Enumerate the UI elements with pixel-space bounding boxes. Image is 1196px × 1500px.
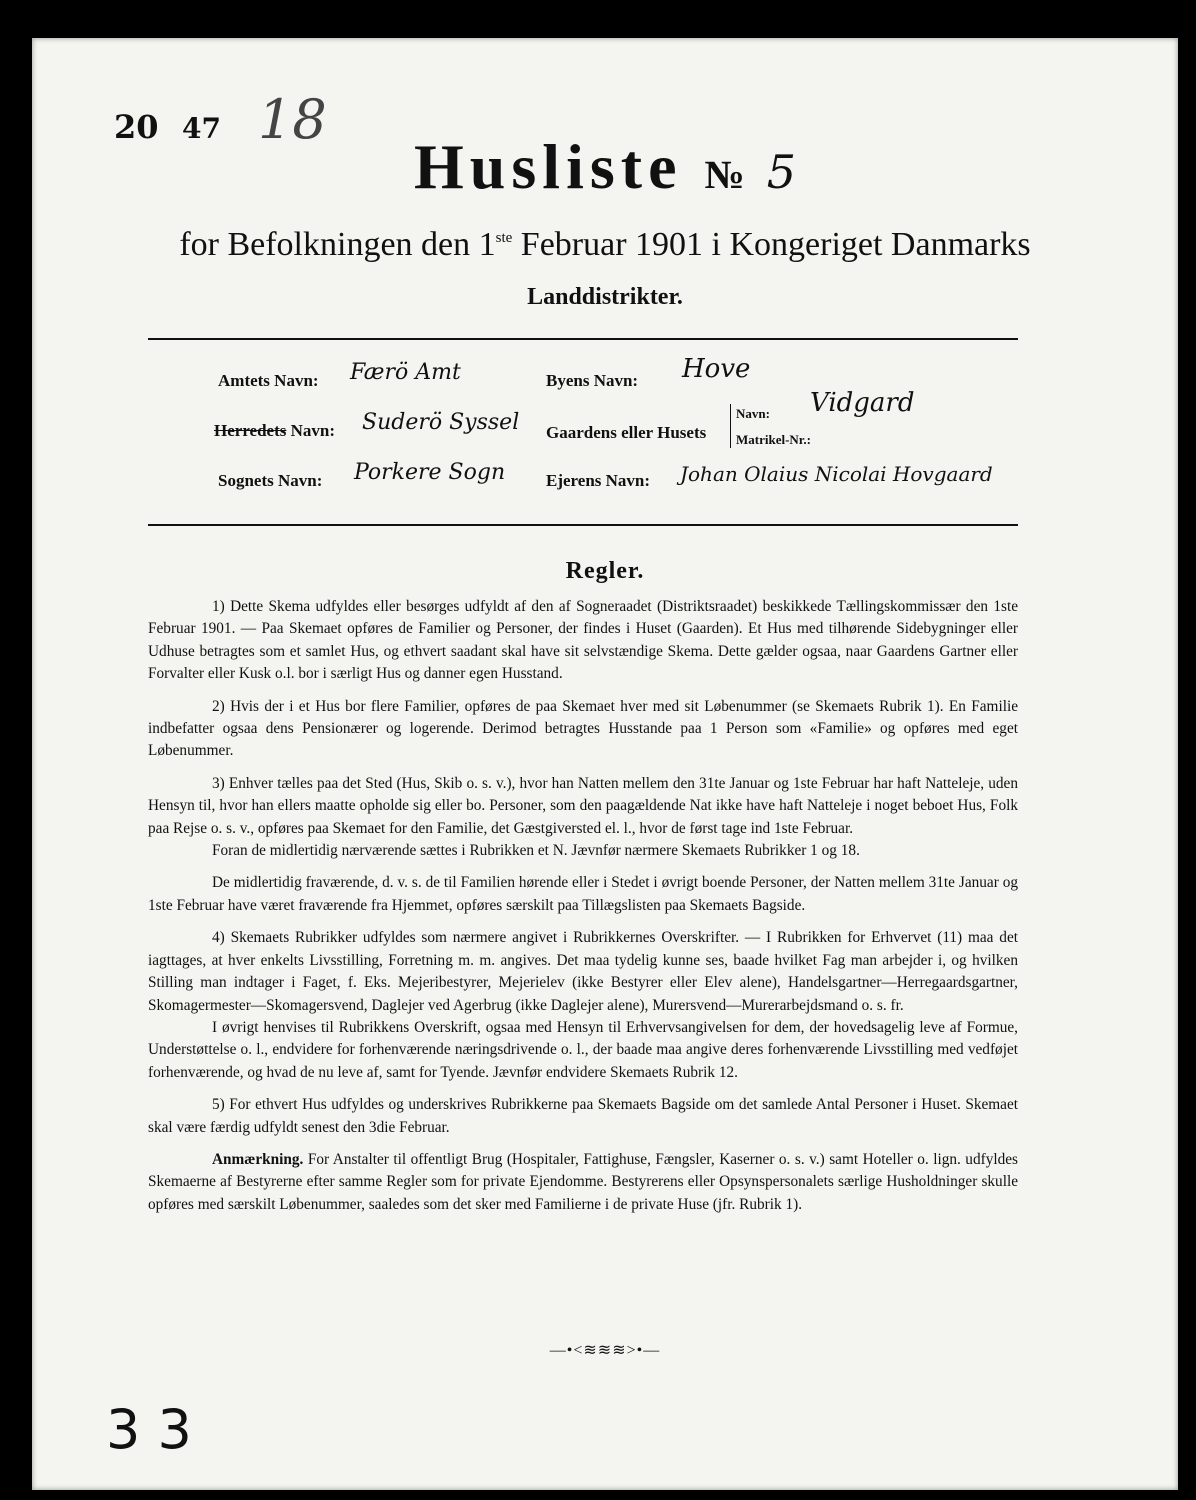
sogn-value: Porkere Sogn: [354, 460, 506, 485]
navn-value: Vidgard: [810, 388, 915, 418]
census-sheet: [32, 38, 1178, 1490]
brace-line: [730, 404, 731, 448]
note-text: For Anstalter til offentligt Brug (Hospitaler, Fattighuse, Fængsler, Kaserner o. s. v.) samt Hoteller o. lign. udfyldes Skemaerne af Bestyrerne efter samme Regler som for private Ejendomme. Bestyrerens eller Opsynspersonalets særlige Husholdninger skulle opføres med særskilt Løbenummer, saaledes som det sker med Familierne i de private Huse (jfr. Rubrik 1).: [148, 1150, 1018, 1213]
corner-number-handwritten: 18: [258, 88, 327, 151]
herred-label-text: Navn:: [286, 421, 336, 440]
by-label: Byens Navn:: [546, 371, 639, 390]
subtitle-superscript: ste: [495, 230, 513, 246]
title-text: Husliste: [414, 131, 683, 202]
note-label: Anmærkning.: [212, 1150, 304, 1168]
subtitle-part-2: Februar 1901 i Kongeriget Danmarks: [512, 226, 1031, 263]
rule-3-continuation-1: Foran de midlertidig nærværende sættes i Rubrikken et N. Jævnfør nærmere Skemaets Rubrikker 1 og 18.: [212, 842, 860, 860]
rules-body: [148, 596, 1018, 1226]
navn-label: Navn:: [736, 406, 770, 421]
sogn-label: Sognets Navn:: [218, 471, 323, 490]
herred-value: Suderö Syssel: [362, 410, 520, 435]
subtitle: [32, 226, 1178, 264]
number-prefix: №: [704, 152, 745, 197]
gaard-label: Gaardens eller Husets: [546, 423, 707, 442]
corner-number-2: 47: [182, 112, 221, 145]
amt-value: Færö Amt: [350, 360, 461, 385]
matrikel-label: Matrikel-Nr.:: [736, 432, 811, 447]
rules-heading: Regler.: [565, 558, 645, 584]
herred-label: [214, 421, 335, 441]
rule-3: 3) Enhver tælles paa det Sted (Hus, Skib o. s. v.), hvor han Natten mellem den 31te Januar og 1ste Februar har haft Natteleje, uden Hensyn til, hvor han ellers maatte opholde sig eller bo. Personer, som den paagældende Nat ikke have haft Natteleje i noget beboet Hus, Folk paa Rejse o. s. v., opføres paa Skemaet for den Familie, det Gæstgiversted el. l., hvor de først tage ind 1ste Februar.: [148, 774, 1018, 837]
amt-label: Amtets Navn:: [218, 371, 319, 390]
top-divider: [148, 338, 1018, 340]
subtitle-part-1: for Befolkningen den 1: [179, 226, 496, 263]
herred-label-struck: Herredets: [214, 421, 287, 440]
list-number: 5: [766, 145, 796, 199]
ejer-label: Ejerens Navn:: [546, 471, 651, 490]
rule-2: 2) Hvis der i et Hus bor flere Familier, opføres de paa Skemaet hver med sit Løbenummer (se Skemaets Rubrik 1). En Familie indbefatter ogsaa dens Pensionærer og logerende. Derimod betragtes Husstande paa 1 Person som «Familie» og opføres med eget Løbenummer.: [148, 697, 1018, 760]
rule-3-continuation-2: De midlertidig fraværende, d. v. s. de til Familien hørende eller i Stedet i øvrigt boende Personer, der Natten mellem 31te Januar og 1ste Februar have været fraværende fra Hjemmet, opføres særskilt paa Tillægslisten paa Skemaets Bagside.: [148, 874, 1018, 914]
page-title: [32, 130, 1178, 204]
ornament-divider: —•<≋≋≋>•—: [549, 1342, 661, 1359]
rule-5: 5) For ethvert Hus udfyldes og underskrives Rubrikkerne paa Skemaets Bagside om det samlede Antal Personer i Huset. Skemaet skal være færdig udfyldt senest den 3die Februar.: [148, 1096, 1018, 1136]
district-heading: Landdistrikter.: [527, 284, 683, 310]
rule-1: 1) Dette Skema udfyldes eller besørges udfyldt af den af Sogneraadet (Distriktsraadet) beskikkede Tællingskommissær den 1ste Februar 1901. — Paa Skemaet opføres de Familier og Personer, der findes i Huset (Gaarden). Et Hus med tilhørende Sidebygninger eller Udhuse betragtes som et samlet Hus, og ethvert saadant skal have sit selvstændige Skema. Dette gælder ogsaa, naar Gaardens Gartner eller Forvalter eller Kusk o.l. bor i særligt Hus og danner egen Husstand.: [148, 598, 1018, 683]
bottom-page-mark: 3 3: [106, 1398, 192, 1461]
rule-4: 4) Skemaets Rubrikker udfyldes som nærmere angivet i Rubrikkernes Overskrifter. — I Rubrikken for Erhvervet (11) maa det iagttages, at hver enkelts Livsstilling, Forretning m. m. angives. Det maa tydelig kunne ses, baade hvilket Fag man arbejder i, og hvilken Stilling man indtager i Faget, f. Eks. Mejeribestyrer, Mejerielev (ikke Bestyrer eller Elev alene), Handelsgartner—Herregaardsgartner, Skomagermester—Skomagersvend, Daglejer ved Agerbrug (ikke Daglejer alene), Murersvend—Murerarbejdsmand o. s. fr.: [148, 929, 1018, 1014]
fields-divider: [148, 524, 1018, 526]
ejer-value: Johan Olaius Nicolai Hovgaard: [680, 462, 993, 486]
rule-4-continuation: I øvrigt henvises til Rubrikkens Overskrift, ogsaa med Hensyn til Erhvervsangivelsen for dem, der hovedsagelig leve af Formue, Understøttelse o. l., endvidere for forhenværende næringsdrivende o. l., der baade maa angive deres forhenværende Livsstilling med vedføjet forhenværende, og hvad de nu leve af, samt for Tyende. Jævnfør endvidere Skemaets Rubrik 12.: [148, 1018, 1018, 1081]
by-value: Hove: [682, 354, 751, 384]
corner-number-1: 20: [114, 108, 159, 146]
note: [148, 1149, 1018, 1216]
